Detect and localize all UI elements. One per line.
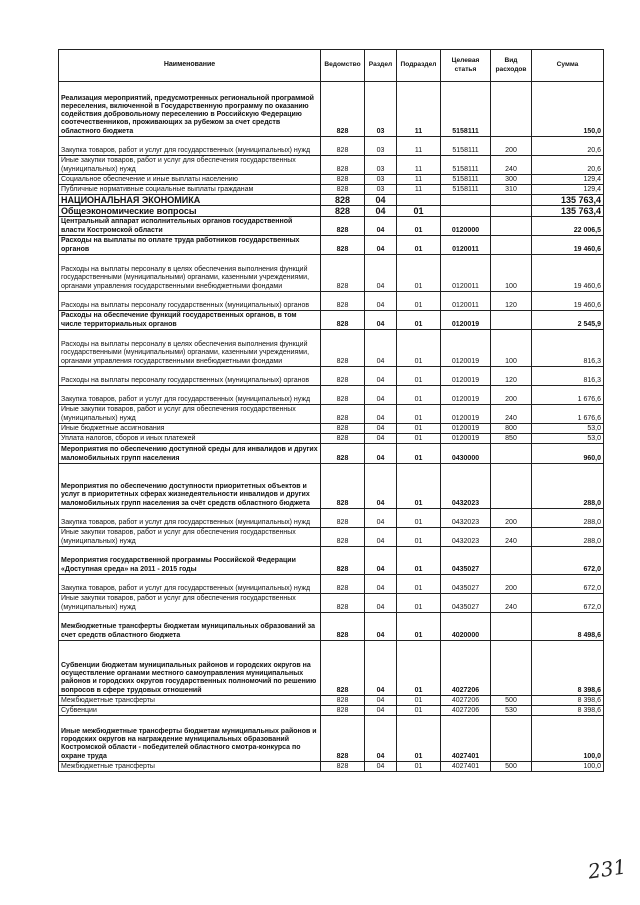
row-subsection: 01 [397,444,441,464]
row-department: 828 [321,641,365,696]
row-expense-type [491,217,532,236]
table-row [59,386,604,405]
row-amount: 129,4 [532,175,604,185]
row-department: 828 [321,613,365,641]
row-section: 04 [365,236,397,255]
table-row [59,311,604,330]
row-subsection: 01 [397,575,441,594]
row-subsection: 01 [397,405,441,424]
row-amount: 288,0 [532,464,604,509]
row-department: 828 [321,528,365,547]
row-section: 04 [365,641,397,696]
table-row [59,509,604,528]
table-row [59,217,604,236]
row-section: 03 [365,82,397,137]
row-section: 04 [365,528,397,547]
row-section: 04 [365,292,397,311]
row-department: 828 [321,185,365,195]
row-expense-type: 200 [491,575,532,594]
row-subsection [397,195,441,206]
row-amount: 150,0 [532,82,604,137]
row-section: 04 [365,547,397,575]
row-expense-type: 240 [491,528,532,547]
row-department: 828 [321,424,365,434]
table-row [59,330,604,367]
row-section: 04 [365,464,397,509]
row-section: 04 [365,575,397,594]
row-expense-type [491,311,532,330]
row-target-article: 0435027 [441,594,491,613]
row-subsection: 01 [397,386,441,405]
row-amount: 53,0 [532,424,604,434]
row-subsection: 01 [397,613,441,641]
row-amount: 135 763,4 [532,195,604,206]
table-row [59,641,604,696]
header-section: Раздел [365,50,397,82]
row-amount: 20,6 [532,137,604,156]
row-amount: 8 398,6 [532,706,604,716]
row-section: 04 [365,594,397,613]
row-expense-type: 800 [491,424,532,434]
row-department: 828 [321,762,365,772]
row-target-article: 4027206 [441,706,491,716]
row-target-article: 0432023 [441,528,491,547]
row-department: 828 [321,367,365,386]
row-subsection: 01 [397,762,441,772]
row-department: 828 [321,716,365,762]
table-row [59,424,604,434]
row-name: Субвенции бюджетам муниципальных районов и городских округов на осуществление органами местного самоуправления муниципальных районов и городских округов государственных полномочий по решению вопросов в сфере трудовых отношений [59,641,321,696]
row-name: Уплата налогов, сборов и иных платежей [59,434,321,444]
row-department: 828 [321,696,365,706]
row-department: 828 [321,464,365,509]
row-department: 828 [321,330,365,367]
row-section: 04 [365,509,397,528]
row-target-article: 0435027 [441,575,491,594]
row-target-article: 5158111 [441,185,491,195]
row-amount: 1 676,6 [532,386,604,405]
row-name: Расходы на выплаты персоналу государственных (муниципальных) органов [59,367,321,386]
row-subsection: 01 [397,367,441,386]
row-amount: 8 498,6 [532,613,604,641]
table-row [59,547,604,575]
table-row [59,137,604,156]
row-department: 828 [321,137,365,156]
row-name: Мероприятия по обеспечению доступной среды для инвалидов и других маломобильных групп населения [59,444,321,464]
table-row [59,82,604,137]
row-section: 04 [365,367,397,386]
row-target-article: 4020000 [441,613,491,641]
row-expense-type [491,195,532,206]
row-name: Мероприятия государственной программы Российской Федерации «Доступная среда» на 2011 - 2015 годы [59,547,321,575]
row-target-article: 4027401 [441,716,491,762]
row-expense-type: 120 [491,292,532,311]
row-amount: 672,0 [532,575,604,594]
row-name: Расходы на выплаты персоналу в целях обеспечения выполнения функций государственными (муниципальными) органами, казенными учреждениями, органами управления государственными внебюджетными фондами [59,330,321,367]
row-name: Расходы на выплаты персоналу государственных (муниципальных) органов [59,292,321,311]
row-section: 03 [365,175,397,185]
table-row [59,716,604,762]
row-department: 828 [321,236,365,255]
row-target-article: 5158111 [441,82,491,137]
row-subsection: 01 [397,716,441,762]
row-subsection: 01 [397,255,441,292]
row-section: 04 [365,311,397,330]
row-section: 04 [365,330,397,367]
table-row [59,367,604,386]
row-name: Закупка товаров, работ и услуг для государственных (муниципальных) нужд [59,386,321,405]
row-name: Закупка товаров, работ и услуг для государственных (муниципальных) нужд [59,137,321,156]
header-target-article: Целевая статья [441,50,491,82]
row-target-article: 0120011 [441,255,491,292]
row-amount: 53,0 [532,434,604,444]
row-section: 04 [365,762,397,772]
table-row [59,156,604,175]
table-row [59,444,604,464]
row-section: 04 [365,434,397,444]
row-expense-type: 240 [491,156,532,175]
row-expense-type: 100 [491,255,532,292]
row-amount: 960,0 [532,444,604,464]
row-target-article [441,206,491,217]
header-amount: Сумма [532,50,604,82]
row-name: Иные закупки товаров, работ и услуг для обеспечения государственных (муниципальных) нужд [59,156,321,175]
row-amount: 19 460,6 [532,236,604,255]
row-amount: 8 398,6 [532,696,604,706]
row-subsection: 11 [397,175,441,185]
row-expense-type [491,236,532,255]
row-expense-type: 100 [491,330,532,367]
row-target-article: 5158111 [441,156,491,175]
row-name: Общеэкономические вопросы [59,206,321,217]
table-row [59,292,604,311]
row-department: 828 [321,82,365,137]
header-name: Наименование [59,50,321,82]
row-section: 04 [365,255,397,292]
row-section: 04 [365,424,397,434]
row-target-article: 0120000 [441,217,491,236]
row-target-article: 0120011 [441,236,491,255]
row-subsection: 11 [397,137,441,156]
row-subsection: 11 [397,82,441,137]
row-target-article: 0432023 [441,464,491,509]
row-department: 828 [321,547,365,575]
row-name: Социальное обеспечение и иные выплаты населению [59,175,321,185]
table-row [59,185,604,195]
table-row [59,255,604,292]
header-department: Ведомство [321,50,365,82]
row-section: 04 [365,706,397,716]
row-target-article: 4027401 [441,762,491,772]
row-target-article: 0435027 [441,547,491,575]
table-row [59,464,604,509]
row-expense-type: 240 [491,594,532,613]
table-row [59,696,604,706]
row-subsection: 01 [397,464,441,509]
row-name: Расходы на выплаты по оплате труда работников государственных органов [59,236,321,255]
row-amount: 100,0 [532,716,604,762]
row-expense-type [491,444,532,464]
row-subsection: 01 [397,509,441,528]
row-subsection: 01 [397,594,441,613]
row-department: 828 [321,386,365,405]
row-expense-type: 300 [491,175,532,185]
row-department: 828 [321,311,365,330]
row-section: 03 [365,137,397,156]
row-subsection: 01 [397,547,441,575]
row-section: 04 [365,696,397,706]
page-number: 231 [586,854,628,884]
row-name: Публичные нормативные социальные выплаты гражданам [59,185,321,195]
row-expense-type [491,641,532,696]
row-amount: 19 460,6 [532,292,604,311]
row-section: 04 [365,405,397,424]
table-row [59,434,604,444]
header-expense-type: Вид расходов [491,50,532,82]
row-expense-type: 240 [491,405,532,424]
row-department: 828 [321,509,365,528]
row-expense-type [491,464,532,509]
row-target-article: 5158111 [441,137,491,156]
row-subsection: 01 [397,528,441,547]
table-header-row [59,50,604,82]
row-expense-type [491,206,532,217]
row-department: 828 [321,444,365,464]
header-subsection: Подраздел [397,50,441,82]
row-target-article: 0120019 [441,330,491,367]
row-expense-type: 200 [491,509,532,528]
table-row [59,762,604,772]
row-name: Субвенции [59,706,321,716]
row-expense-type: 530 [491,706,532,716]
row-amount: 129,4 [532,185,604,195]
row-name: Иные межбюджетные трансферты бюджетам муниципальных районов и городских округов на награждение муниципальных образований Костромской области - победителей областного смотра-конкурса по охране труда [59,716,321,762]
row-target-article: 0120011 [441,292,491,311]
row-department: 828 [321,255,365,292]
row-department: 828 [321,434,365,444]
row-name: Иные закупки товаров, работ и услуг для обеспечения государственных (муниципальных) нужд [59,528,321,547]
row-expense-type: 120 [491,367,532,386]
row-expense-type [491,613,532,641]
row-section: 04 [365,217,397,236]
row-subsection: 01 [397,217,441,236]
table-row [59,594,604,613]
row-expense-type: 200 [491,386,532,405]
row-expense-type: 850 [491,434,532,444]
row-target-article: 0120019 [441,367,491,386]
row-target-article: 4027206 [441,696,491,706]
row-subsection: 01 [397,206,441,217]
row-expense-type: 500 [491,762,532,772]
row-department: 828 [321,706,365,716]
row-amount: 1 676,6 [532,405,604,424]
row-section: 04 [365,195,397,206]
row-target-article: 0432023 [441,509,491,528]
row-amount: 2 545,9 [532,311,604,330]
row-subsection: 01 [397,330,441,367]
table-row [59,236,604,255]
row-name: Реализация мероприятий, предусмотренных региональной программой переселения, включенной в Государственную программу по оказанию содействия добровольному переселению в Российскую Федерацию соотечественников, проживающих за рубежом за счет средств областного бюджета [59,82,321,137]
row-department: 828 [321,217,365,236]
row-name: Межбюджетные трансферты [59,762,321,772]
row-subsection: 01 [397,236,441,255]
row-name: Иные закупки товаров, работ и услуг для обеспечения государственных (муниципальных) нужд [59,594,321,613]
row-section: 04 [365,386,397,405]
table-row [59,706,604,716]
table-row [59,528,604,547]
row-subsection: 01 [397,311,441,330]
row-target-article: 0120019 [441,434,491,444]
row-amount: 672,0 [532,547,604,575]
row-subsection: 01 [397,424,441,434]
row-subsection: 01 [397,706,441,716]
row-section: 03 [365,185,397,195]
row-subsection: 11 [397,156,441,175]
row-name: Расходы на обеспечение функций государственных органов, в том числе территориальных органов [59,311,321,330]
row-expense-type [491,82,532,137]
row-amount: 8 398,6 [532,641,604,696]
budget-table [58,49,604,772]
row-subsection: 01 [397,292,441,311]
row-name: Межбюджетные трансферты бюджетам муниципальных образований за счет средств областного бюджета [59,613,321,641]
table-row [59,575,604,594]
row-name: Расходы на выплаты персоналу в целях обеспечения выполнения функций государственными (муниципальными) органами, казенными учреждениями, органами управления государственными внебюджетными фондами [59,255,321,292]
row-subsection: 01 [397,696,441,706]
row-section: 04 [365,613,397,641]
row-name: Центральный аппарат исполнительных органов государственной власти Костромской области [59,217,321,236]
row-amount: 100,0 [532,762,604,772]
row-target-article: 0430000 [441,444,491,464]
row-expense-type: 500 [491,696,532,706]
row-expense-type [491,547,532,575]
row-section: 03 [365,156,397,175]
row-amount: 672,0 [532,594,604,613]
row-name: Иные бюджетные ассигнования [59,424,321,434]
row-department: 828 [321,292,365,311]
row-amount: 288,0 [532,509,604,528]
row-name: Мероприятия по обеспечению доступности приоритетных объектов и услуг в приоритетных сферах жизнедеятельности инвалидов и других маломобильных групп населения за счёт средств областного бюджета [59,464,321,509]
row-target-article: 4027206 [441,641,491,696]
table-row [59,206,604,217]
row-amount: 816,3 [532,367,604,386]
row-department: 828 [321,195,365,206]
row-amount: 135 763,4 [532,206,604,217]
row-name: НАЦИОНАЛЬНАЯ ЭКОНОМИКА [59,195,321,206]
row-amount: 22 006,5 [532,217,604,236]
row-section: 04 [365,444,397,464]
row-section: 04 [365,206,397,217]
table-row [59,405,604,424]
row-name: Межбюджетные трансферты [59,696,321,706]
row-expense-type: 200 [491,137,532,156]
row-amount: 288,0 [532,528,604,547]
table-row [59,175,604,185]
row-department: 828 [321,156,365,175]
row-department: 828 [321,594,365,613]
row-target-article: 0120019 [441,311,491,330]
row-subsection: 01 [397,434,441,444]
table-row [59,613,604,641]
row-department: 828 [321,206,365,217]
row-amount: 20,6 [532,156,604,175]
row-department: 828 [321,575,365,594]
row-target-article: 5158111 [441,175,491,185]
row-section: 04 [365,716,397,762]
row-name: Закупка товаров, работ и услуг для государственных (муниципальных) нужд [59,509,321,528]
row-amount: 19 460,6 [532,255,604,292]
row-department: 828 [321,405,365,424]
row-subsection: 01 [397,641,441,696]
row-name: Иные закупки товаров, работ и услуг для обеспечения государственных (муниципальных) нужд [59,405,321,424]
row-name: Закупка товаров, работ и услуг для государственных (муниципальных) нужд [59,575,321,594]
row-expense-type: 310 [491,185,532,195]
row-target-article [441,195,491,206]
row-amount: 816,3 [532,330,604,367]
row-subsection: 11 [397,185,441,195]
row-expense-type [491,716,532,762]
row-target-article: 0120019 [441,424,491,434]
row-target-article: 0120019 [441,405,491,424]
row-department: 828 [321,175,365,185]
row-target-article: 0120019 [441,386,491,405]
table-row [59,195,604,206]
